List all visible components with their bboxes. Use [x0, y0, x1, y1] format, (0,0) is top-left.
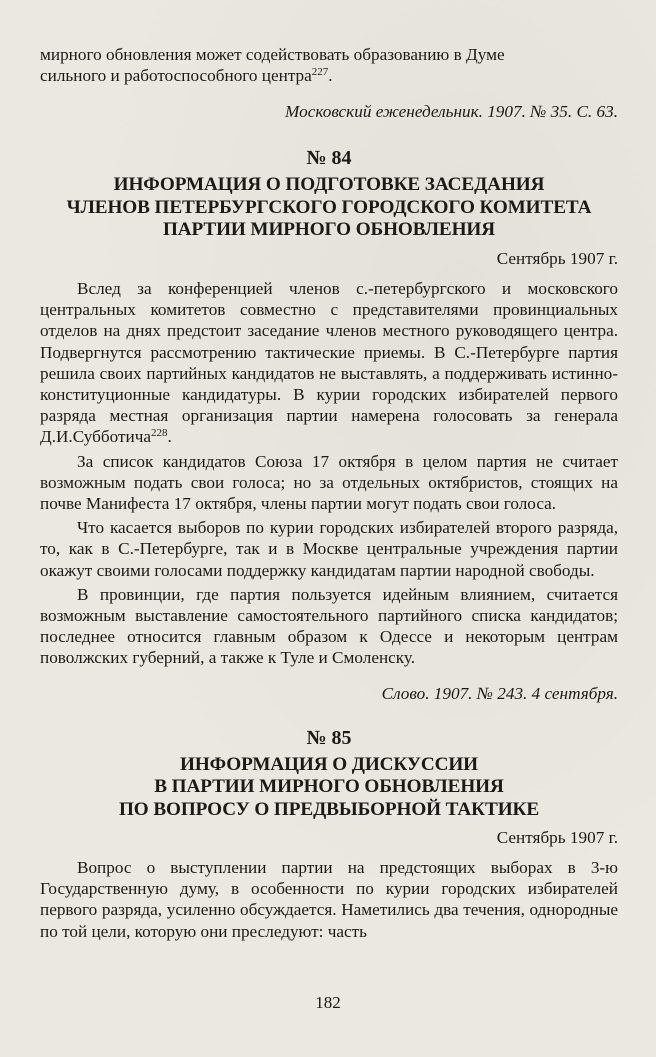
document-title — [40, 754, 618, 822]
page-content — [40, 44, 618, 942]
text-line: мирного обновления может содействовать образованию в Думе — [40, 45, 505, 64]
title-line: ПАРТИИ МИРНОГО ОБНОВЛЕНИЯ — [162, 219, 496, 241]
body-paragraph: Вопрос о выступлении партии на предстоящих выборах в 3-ю Государственную думу, в особенности по курии городских избирателей первого разряда, усиленно обсуждается. Наметились два течения, однородные по той цели, которую они преследуют: часть — [40, 858, 618, 941]
body-paragraph: Вслед за конференцией членов с.-петербургского и московского центральных комитетов совместно с представителями провинциальных отделов на днях предстоит заседание членов местного руководящего центра. Подвергнутся рассмотрению тактические приемы. В С.-Петербурге партия решила своих партийных кандидатов не выставлять, а поддерживать истинно-конституционные кандидатуры. В курии городских избирателей первого разряда местная организация партии намерена голосовать за генерала Д.И.Субботича$^{228}$. — [40, 278, 618, 447]
body-paragraph: В провинции, где партия пользуется идейным влиянием, считается возможным выставление самостоятельного партийного списка кандидатов; последнее относится главным образом к Одессе и некоторым центрам поволжских губерний, а также к Туле и Смоленску. — [40, 584, 618, 668]
text-line: сильного и работоспособного центра — [40, 66, 312, 86]
document-number: № 84 — [306, 147, 352, 170]
title-line: ИНФОРМАЦИЯ О ДИСКУССИИ — [180, 753, 478, 775]
footnote-ref: 227 — [311, 66, 329, 79]
title-line: ПО ВОПРОСУ О ПРЕДВЫБОРНОЙ ТАКТИКЕ — [118, 798, 540, 820]
footnote-ref: 228 — [150, 427, 168, 440]
source-citation: Московский еженедельник. 1907. № 35. С. 63. — [285, 102, 618, 122]
document-date: Сентябрь 1907 г. — [496, 828, 618, 848]
body-paragraph: За список кандидатов Союза 17 октября в целом партия не считает возможным подать свои голоса; но за отдельных октябристов, стоящих на почве Манифеста 17 октября, члены партии могут подать свои голоса. — [40, 451, 618, 513]
body-paragraph: Что касается выборов по курии городских избирателей второго разряда, то, как в С.-Петербурге, так и в Москве центральные учреждения партии окажут своими голосами поддержку кандидатам партии народной свободы. — [40, 518, 618, 580]
source-citation: Слово. 1907. № 243. 4 сентября. — [381, 683, 618, 703]
document-date: Сентябрь 1907 г. — [496, 248, 618, 268]
continued-paragraph: мирного обновления может содействовать образованию в Думе сильного и работоспособного центра$^{227}$. — [40, 45, 505, 86]
page-number: 182 — [315, 993, 341, 1012]
title-line: В ПАРТИИ МИРНОГО ОБНОВЛЕНИЯ — [154, 776, 504, 798]
title-line: ИНФОРМАЦИЯ О ПОДГОТОВКЕ ЗАСЕДАНИЯ — [113, 174, 545, 196]
document-number: № 85 — [306, 726, 352, 749]
document-title — [40, 174, 618, 242]
title-line: ЧЛЕНОВ ПЕТЕРБУРГСКОГО ГОРОДСКОГО КОМИТЕТА — [66, 196, 592, 218]
